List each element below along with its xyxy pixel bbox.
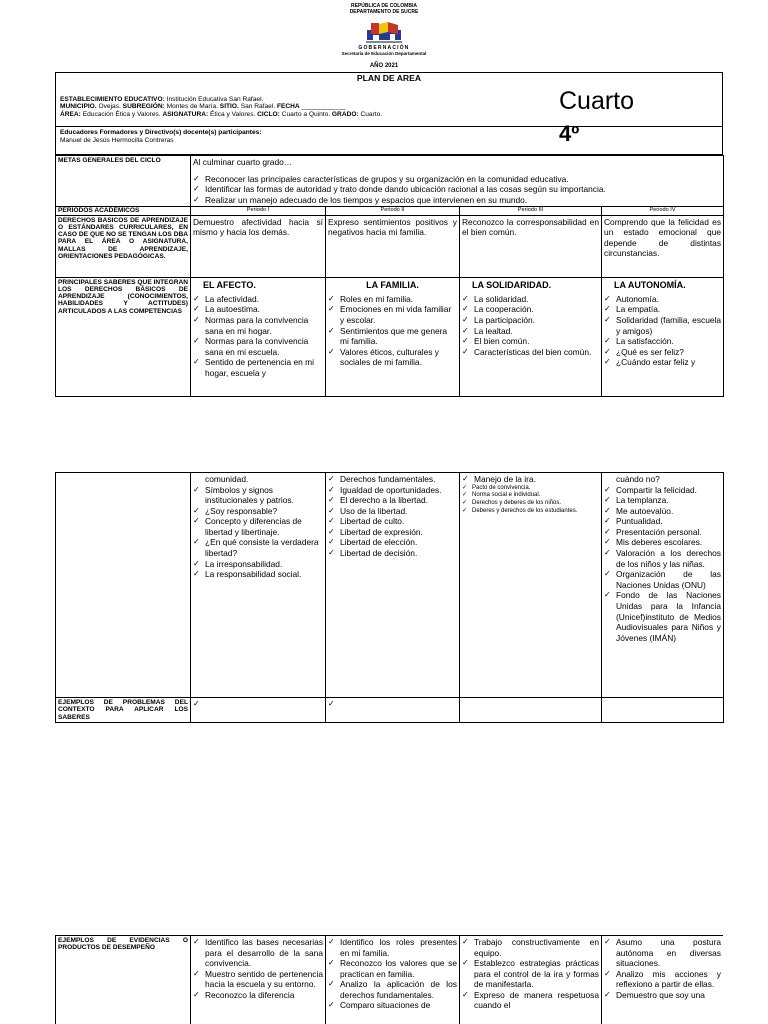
plan-table-page-2	[55, 472, 723, 723]
list-item: ✓ Roles en mi familia.	[328, 294, 457, 305]
evidencias-periodo-4	[602, 936, 724, 1024]
list-item: ✓ La afectividad.	[193, 294, 323, 305]
list-item: ✓ Derechos y deberes de los niños.	[462, 500, 599, 508]
list-item: ✓ Normas para la convivencia sana en mi escuela.	[193, 336, 323, 357]
saberes-cont-periodo-1	[191, 473, 326, 698]
saberes-periodo-3	[460, 277, 602, 396]
periodo-1-header: Periodo I	[191, 207, 326, 215]
list-item: ✓ Analizo mis acciones y reflexiono a partir de ellas.	[604, 969, 721, 990]
saberes-list	[462, 294, 599, 357]
saberes-cont-periodo-2	[326, 473, 460, 698]
list-item: ✓ Emociones en mi vida familiar y escolar.	[328, 304, 457, 325]
list-item: ✓ Organización de las Naciones Unidas (ONU)	[604, 569, 721, 590]
theme-title: LA SOLIDARIDAD.	[472, 279, 552, 290]
list-item: ✓ Sentimientos que me genera mi familia.	[328, 326, 457, 347]
list-item: ✓ La solidaridad.	[462, 294, 599, 305]
gobernacion-heading: GOBERNACIÓN	[358, 45, 410, 51]
metas-label: METAS GENERALES DEL CICLO	[56, 156, 191, 207]
departamento-heading: DEPARTAMENTO DE SUCRE	[349, 9, 419, 15]
list-item: ✓ Identificar las formas de autoridad y trato donde dando ubicación racional a las cosas según su importancia.	[193, 184, 721, 195]
metas-content	[191, 156, 724, 207]
secretaria-heading: Secretaría de Educación Departamental	[341, 51, 427, 56]
list-item: ✓ Manejo de la ira.	[462, 474, 599, 485]
saberes-list	[328, 294, 457, 368]
list-item: ✓ Símbolos y signos institucionales y patrios.	[193, 485, 323, 506]
area-line: ÁREA: Educación Ética y Valores. ASIGNATURA: Ética y Valores. CICLO: Cuarto a Quinto. GRADO: Cuarto.	[60, 111, 383, 118]
list-item: ✓ La autoestima.	[193, 304, 323, 315]
list-item: ✓ ¿En qué consiste la verdadera libertad?	[193, 537, 323, 558]
list-item: ✓ Establezco estrategias prácticas para el control de la ira y formas de manifestarla.	[462, 958, 599, 990]
saberes-list	[604, 485, 721, 644]
saberes-list	[328, 474, 457, 559]
list-item: ✓ Deberes y derechos de los estudiantes.	[462, 508, 599, 516]
evidencias-list	[604, 937, 721, 1000]
establecimiento-line: ESTABLECIMIENTO EDUCATIVO: Institución Educativa San Rafael.	[60, 96, 264, 103]
list-item: ✓ Libertad de elección.	[328, 537, 457, 548]
metas-list	[193, 174, 721, 206]
list-item: ✓ Puntualidad.	[604, 516, 721, 527]
gobernacion-logo	[366, 20, 402, 44]
plan-info-box	[55, 72, 723, 155]
list-item: ✓ Identifico los roles presentes en mi familia.	[328, 937, 457, 958]
saberes-small-list	[462, 485, 599, 516]
list-item: ✓ La participación.	[462, 315, 599, 326]
list-item: ✓ La templanza.	[604, 495, 721, 506]
continued-text: cuándo no?	[616, 474, 660, 484]
list-item: ✓ Comparo situaciones de	[328, 1000, 457, 1011]
municipio-line: MUNICIPIO. Ovejas. SUBREGIÓN: Montes de María. SITIO. San Rafael. FECHA ____________	[60, 103, 346, 110]
grade-number: 4º	[559, 121, 580, 146]
continued-text: comunidad.	[205, 474, 249, 484]
list-item: ✓ Solidaridad (familia, escuela y amigos)	[604, 315, 721, 336]
evidencias-list	[462, 937, 599, 1011]
list-item: ✓ Asumo una postura autónoma en diversas situaciones.	[604, 937, 721, 969]
blank-label-cell	[56, 473, 191, 698]
saberes-list	[193, 485, 323, 580]
list-item: ✓ Norma social e individual.	[462, 492, 599, 500]
periodo-2-header: Periodo II	[326, 207, 460, 215]
list-item: ✓ El derecho a la libertad.	[328, 495, 457, 506]
list-item: ✓ Autonomía.	[604, 294, 721, 305]
evidencias-periodo-1	[191, 936, 326, 1024]
plan-table	[55, 155, 724, 397]
metas-intro: Al culminar cuarto grado…	[193, 157, 293, 167]
list-item: ✓ La empatía.	[604, 304, 721, 315]
list-item: ✓ Demuestro que soy una	[604, 990, 721, 1001]
periodo-3-header: Periodo III	[460, 207, 602, 215]
saberes-periodo-2	[326, 277, 460, 396]
theme-title: LA FAMILIA.	[366, 279, 419, 290]
list-item: ✓ Valores éticos, culturales y sociales de mi familia.	[328, 347, 457, 368]
metas-row	[56, 156, 724, 207]
periodo-4-header: Periodo IV	[602, 207, 724, 215]
republica-heading: REPÚBLICA DE COLOMBIA	[351, 3, 417, 9]
list-item: ✓ Normas para la convivencia sana en mi hogar.	[193, 315, 323, 336]
anio-heading: AÑO 2021	[369, 63, 399, 69]
list-item: ✓ Pacto de convivencia.	[462, 485, 599, 493]
divider	[56, 126, 722, 127]
evidencias-list	[193, 937, 323, 1000]
list-item: ✓ Muestro sentido de pertenencia hacia la escuela y su entorno.	[193, 969, 323, 990]
list-item: ✓ Me autoevalúo.	[604, 506, 721, 517]
list-item: ✓ Reconocer las principales características de grupos y su organización en la comunidad educativa.	[193, 174, 721, 185]
dba-periodo-1: Demuestro afectividad hacia sí mismo y hacia los demás.	[191, 215, 326, 277]
list-item: ✓ Expreso de manera respetuosa cuando el	[462, 990, 599, 1011]
ejemplos-periodo-1	[191, 698, 326, 723]
list-item: ✓ Identifico las bases necesarias para el desarrollo de la sana convivencia.	[193, 937, 323, 969]
dba-periodo-2: Expreso sentimientos positivos y negativos hacia mi familia.	[326, 215, 460, 277]
plan-title: PLAN DE AREA	[356, 73, 422, 83]
plan-table-evidencias	[55, 935, 723, 1024]
ejemplos-label: EJEMPLOS DE PROBLEMAS DEL CONTEXTO PARA APLICAR LOS SABERES	[56, 698, 191, 723]
dba-label: DERECHOS BASICOS DE APRENDIZAJE O ESTÁNDARES CURRICULARES, EN CASO DE QUE NO SE TENGAN LOS DBA PARA EL ÁREA O ASIGNATURA, MALLAS DE APRENDIZAJE, ORIENTACIONES PEDAGÓGICAS.	[56, 215, 191, 277]
list-item: ✓ Libertad de expresión.	[328, 527, 457, 538]
saberes-cont-periodo-3	[460, 473, 602, 698]
list-item: ✓ Libertad de culto.	[328, 516, 457, 527]
list-item: ✓ Concepto y diferencias de libertad y libertinaje.	[193, 516, 323, 537]
theme-title: EL AFECTO.	[203, 279, 256, 290]
ejemplos-periodo-4	[602, 698, 724, 723]
saberes-list	[604, 294, 721, 368]
ejemplos-periodo-3	[460, 698, 602, 723]
plan-table-page-3	[55, 935, 723, 1024]
list-item: ✓ ¿Soy responsable?	[193, 506, 323, 517]
list-item: ✓ Mis deberes escolares.	[604, 537, 721, 548]
theme-title: LA AUTONOMÍA.	[614, 279, 686, 290]
saberes-periodo-4	[602, 277, 724, 396]
list-item: ✓ La cooperación.	[462, 304, 599, 315]
list-item: ✓ Compartir la felicidad.	[604, 485, 721, 496]
educadores-block: Educadores Formadores y Directivo(s) docente(s) participantes: Manuel de Jesús Hermocilla Contreras	[60, 129, 262, 144]
periodos-row	[56, 207, 724, 215]
saberes-cont-periodo-4	[602, 473, 724, 698]
list-item: ✓ Derechos fundamentales.	[328, 474, 457, 485]
evidencias-periodo-2	[326, 936, 460, 1024]
plan-table-page-1	[55, 155, 723, 397]
grade-title: Cuarto	[559, 87, 635, 115]
saberes-list	[462, 474, 599, 485]
list-item: ✓ Características del bien común.	[462, 347, 599, 358]
list-item: ✓ Sentido de pertenencia en mi hogar, escuela y	[193, 357, 323, 378]
list-item: ✓ La responsabilidad social.	[193, 569, 323, 580]
list-item: ✓ ¿Qué es ser feliz?	[604, 347, 721, 358]
list-item: ✓ Fondo de las Naciones Unidas para la Infancia (Unicef)instituto de Medios Audiovisuales para Niños y Jóvenes (IMÁN)	[604, 590, 721, 643]
list-item: ✓ Realizar un manejo adecuado de los tiempos y espacios que intervienen en su mundo.	[193, 195, 721, 206]
list-item: ✓ Valoración a los derechos de los niños y las niñas.	[604, 548, 721, 569]
evidencias-list	[328, 937, 457, 1011]
plan-table-continued	[55, 472, 724, 723]
saberes-periodo-1	[191, 277, 326, 396]
list-item: ✓ Trabajo constructivamente en equipo.	[462, 937, 599, 958]
list-item: ✓ El bien común.	[462, 336, 599, 347]
saberes-list	[193, 294, 323, 379]
list-item: ✓ La irresponsabilidad.	[193, 559, 323, 570]
dba-periodo-4: Comprendo que la felicidad es un estado emocional que depende de distintas circunstancias.	[602, 215, 724, 277]
saberes-label: PRINCIPALES SABERES QUE INTEGRAN LOS DERECHOS BÁSICOS DE APRENDIZAJE (CONOCIMIENTOS, HABILIDADES Y ACTITUDES) ARTICULADOS A LAS COMPETENCIAS	[56, 277, 191, 396]
ejemplos-row	[56, 698, 724, 723]
list-item: ✓ La satisfacción.	[604, 336, 721, 347]
list-item: ✓ Uso de la libertad.	[328, 506, 457, 517]
list-item: ✓ ¿Cuándo estar feliz y	[604, 357, 721, 368]
list-item: ✓ Reconozco los valores que se practican en familia.	[328, 958, 457, 979]
list-item: ✓ Igualdad de oportunidades.	[328, 485, 457, 496]
dba-periodo-3: Reconozco la corresponsabilidad en el bien común.	[460, 215, 602, 277]
saberes-continued-row	[56, 473, 724, 698]
saberes-row	[56, 277, 724, 396]
list-item: ✓ Reconozco la diferencia	[193, 990, 323, 1001]
list-item: ✓ Libertad de decisión.	[328, 548, 457, 559]
list-item: ✓ La lealtad.	[462, 326, 599, 337]
list-item: ✓ Presentación personal.	[604, 527, 721, 538]
ejemplos-periodo-2	[326, 698, 460, 723]
evidencias-row	[56, 936, 724, 1024]
evidencias-label: EJEMPLOS DE EVIDENCIAS O PRODUCTOS DE DESEMPEÑO	[56, 936, 191, 1024]
evidencias-periodo-3	[460, 936, 602, 1024]
dba-row	[56, 215, 724, 277]
periodos-label: PERIODOS ACADÉMICOS	[56, 207, 191, 215]
list-item: ✓ Analizo la aplicación de los derechos fundamentales.	[328, 979, 457, 1000]
